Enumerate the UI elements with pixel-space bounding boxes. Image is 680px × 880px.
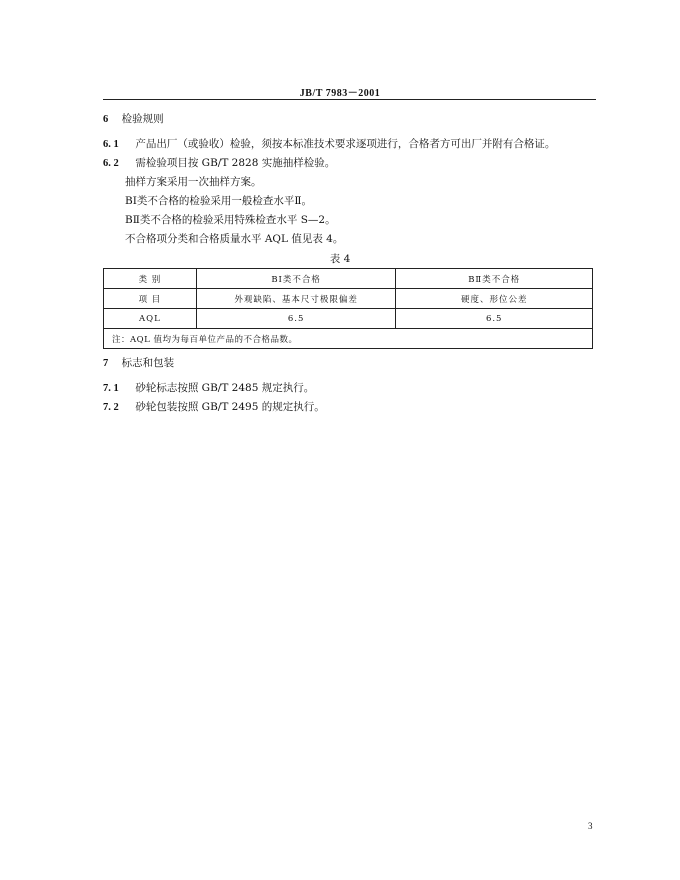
table-cell: 类 别 xyxy=(104,269,197,289)
table-caption: 表 4 xyxy=(329,253,351,265)
table-cell: 项 目 xyxy=(104,289,197,309)
document-code: JB/T 7983－2001 xyxy=(299,88,381,99)
aql-table xyxy=(103,268,593,349)
section-6-heading xyxy=(103,112,164,127)
table-cell: AQL xyxy=(104,309,197,329)
paragraph-b2-level: BⅡ类不合格的检验采用特殊检查水平 S—2。 xyxy=(125,214,336,226)
clause-text: 需检验项目按 GB/T 2828 实施抽样检验。 xyxy=(135,157,336,169)
paragraph-b1-level: BⅠ类不合格的检验采用一般检查水平Ⅱ。 xyxy=(125,195,312,207)
clause-text: 砂轮标志按照 GB/T 2485 规定执行。 xyxy=(135,382,315,394)
clause-number: 7. 1 xyxy=(103,383,119,394)
clause-number: 6. 1 xyxy=(103,139,119,150)
section-7-heading xyxy=(103,356,174,371)
table-note-row xyxy=(104,329,593,349)
clause-6-2 xyxy=(103,156,335,171)
paragraph-aql-reference: 不合格项分类和合格质量水平 AQL 值见表 4。 xyxy=(125,233,344,245)
table-cell: 6.5 xyxy=(196,309,396,329)
clause-number: 6. 2 xyxy=(103,158,119,169)
table-cell: 外观缺陷、基本尺寸极限偏差 xyxy=(196,289,396,309)
table-row xyxy=(104,309,593,329)
clause-6-1 xyxy=(103,137,555,152)
clause-text: 砂轮包装按照 GB/T 2495 的规定执行。 xyxy=(135,401,325,413)
table-note: 注：AQL 值均为每百单位产品的不合格品数。 xyxy=(104,329,593,349)
section-title: 检验规则 xyxy=(121,113,164,125)
table-cell: 硬度、形位公差 xyxy=(396,289,593,309)
table-cell: 6.5 xyxy=(396,309,593,329)
section-title: 标志和包装 xyxy=(121,357,175,369)
table-row xyxy=(104,269,593,289)
clause-7-2 xyxy=(103,400,325,415)
paragraph-sampling-scheme: 抽样方案采用一次抽样方案。 xyxy=(125,176,262,188)
table-cell: BⅡ类不合格 xyxy=(396,269,593,289)
header-rule xyxy=(103,99,596,100)
table-cell: BⅠ类不合格 xyxy=(196,269,396,289)
clause-number: 7. 2 xyxy=(103,402,119,413)
page-number: 3 xyxy=(588,821,593,831)
table-row xyxy=(104,289,593,309)
section-number: 6 xyxy=(103,114,109,125)
clause-text: 产品出厂（或验收）检验，须按本标准技术要求逐项进行，合格者方可出厂并附有合格证。 xyxy=(135,138,556,150)
clause-7-1 xyxy=(103,381,314,396)
section-number: 7 xyxy=(103,358,109,369)
